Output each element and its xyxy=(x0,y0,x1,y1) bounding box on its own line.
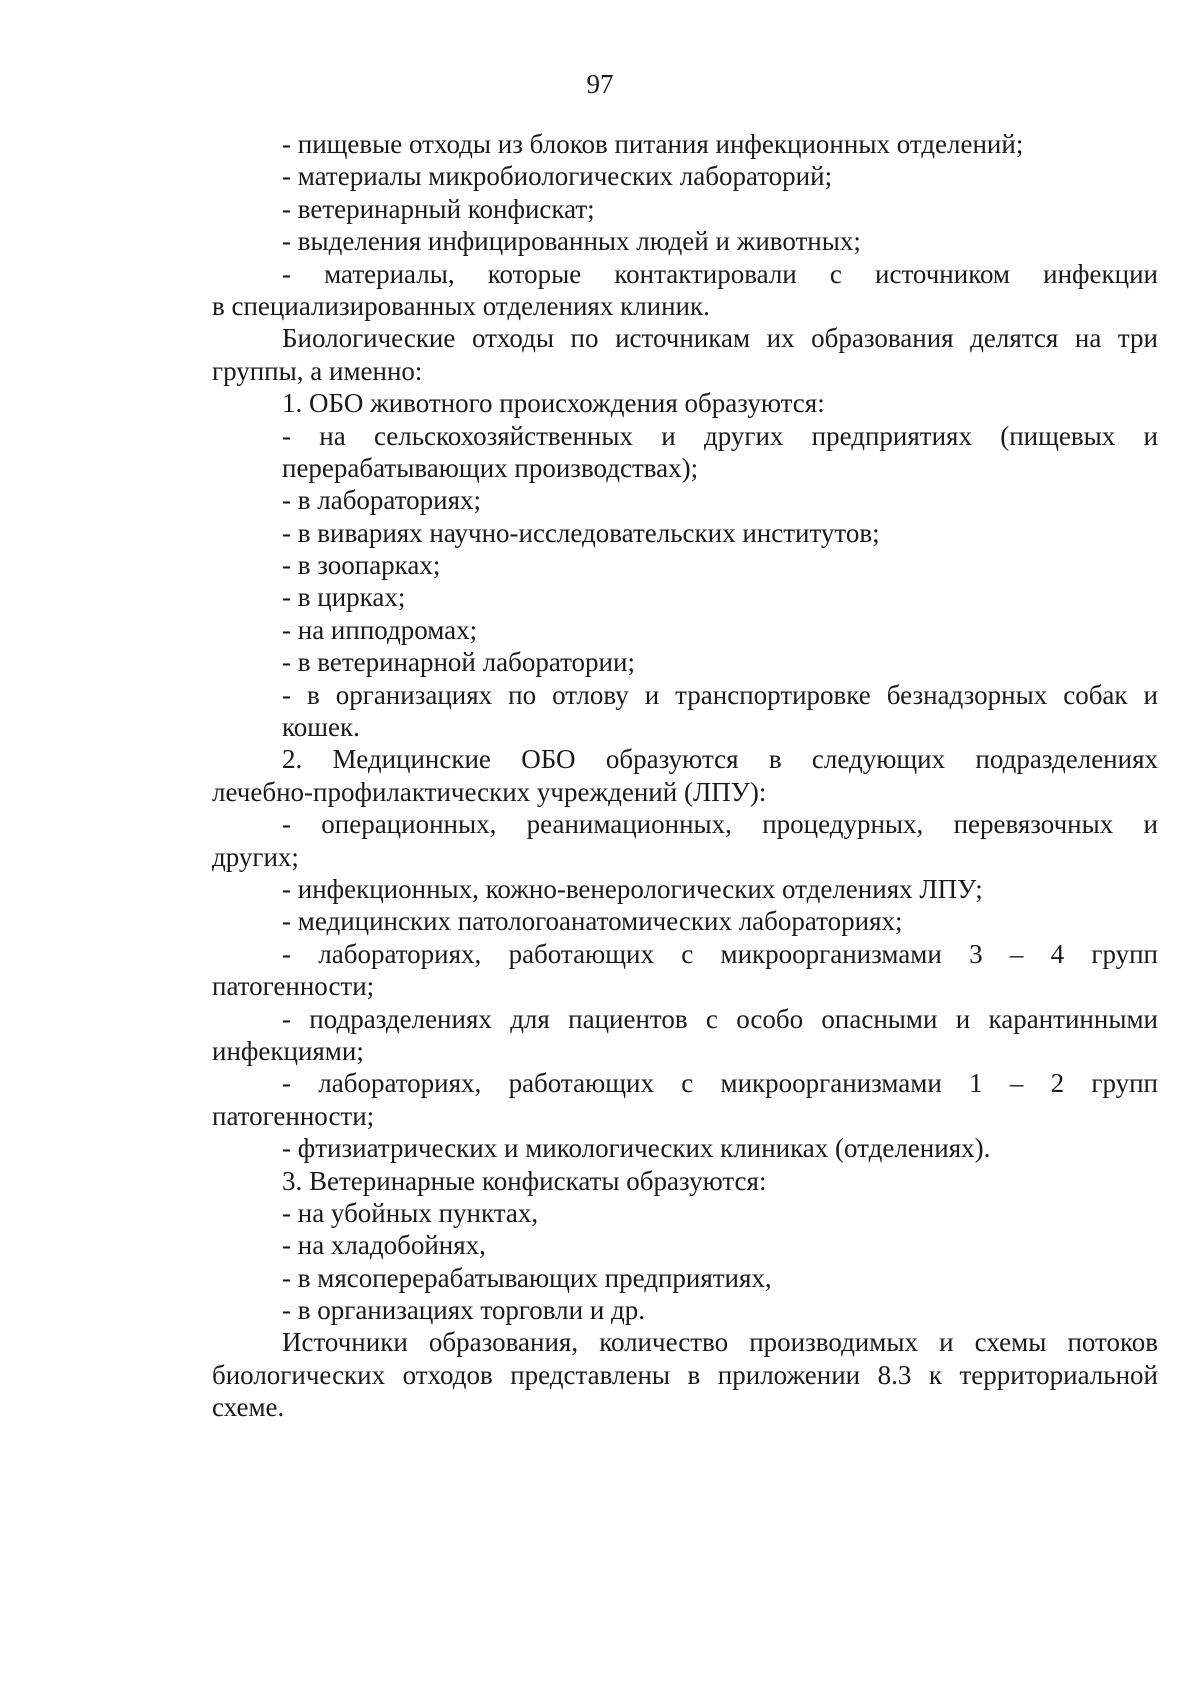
text-line: - в цирках; xyxy=(282,582,406,613)
text-line: - на убойных пунктах, xyxy=(282,1197,539,1228)
text-line: Биологические отходы по источникам их образования делятся на три xyxy=(282,323,1158,354)
text-line: - выделения инфицированных людей и животных; xyxy=(282,226,861,257)
text-line: - на сельскохозяйственных и других предприятиях (пищевых и xyxy=(282,420,1158,451)
text-line: перерабатывающих производствах); xyxy=(282,452,699,483)
text-line: биологических отходов представлены в приложении 8.3 к территориальной xyxy=(212,1359,1158,1390)
text-line: лечебно-профилактических учреждений (ЛПУ): xyxy=(212,776,767,807)
body-text xyxy=(212,128,1158,1424)
text-line: - в ветеринарной лаборатории; xyxy=(282,647,635,678)
text-line: группы, а именно: xyxy=(212,355,423,386)
text-line: - пищевые отходы из блоков питания инфекционных отделений; xyxy=(282,129,1024,159)
text-line: 3. Ветеринарные конфискаты образуются: xyxy=(282,1165,767,1196)
text-line: - в зоопарках; xyxy=(282,550,441,581)
text-line: - лабораториях, работающих с микроорганизмами 3 – 4 групп xyxy=(282,938,1158,969)
text-line: - фтизиатрических и микологических клиниках (отделениях). xyxy=(282,1133,991,1164)
text-line: - в мясоперерабатывающих предприятиях, xyxy=(282,1262,772,1293)
text-line: - в организациях торговли и др. xyxy=(282,1295,646,1326)
text-line: в специализированных отделениях клиник. xyxy=(212,290,710,321)
text-line: - подразделениях для пациентов с особо опасными и карантинными xyxy=(282,1003,1158,1034)
text-line: 2. Медицинские ОБО образуются в следующих подразделениях xyxy=(282,744,1158,775)
text-line: 1. ОБО животного происхождения образуются: xyxy=(282,388,825,419)
page-number: 97 xyxy=(586,69,614,99)
text-line: патогенности; xyxy=(212,971,375,1002)
text-line: инфекциями; xyxy=(212,1035,364,1066)
text-line: патогенности; xyxy=(212,1100,375,1131)
text-line: - медицинских патологоанатомических лабораториях; xyxy=(282,906,903,937)
text-line: - лабораториях, работающих с микроорганизмами 1 – 2 групп xyxy=(282,1068,1158,1099)
text-line: - на ипподромах; xyxy=(282,614,478,645)
text-line: - материалы микробиологических лабораторий; xyxy=(282,161,833,192)
text-line: других; xyxy=(212,841,299,872)
text-line: - материалы, которые контактировали с источником инфекции xyxy=(282,258,1158,289)
text-line: - в лабораториях; xyxy=(282,485,482,516)
text-line: - в организациях по отлову и транспортировке безнадзорных собак и xyxy=(282,679,1158,710)
text-line: - ветеринарный конфискат; xyxy=(282,193,595,224)
text-line: - операционных, реанимационных, процедурных, перевязочных и xyxy=(282,809,1158,840)
text-line: - в вивариях научно-исследовательских институтов; xyxy=(282,517,880,548)
text-line: кошек. xyxy=(282,712,360,743)
text-line: - инфекционных, кожно-венерологических отделениях ЛПУ; xyxy=(282,873,983,904)
text-line: Источники образования, количество производимых и схемы потоков xyxy=(282,1327,1158,1358)
text-line: схеме. xyxy=(212,1392,285,1423)
text-line: - на хладобойнях, xyxy=(282,1230,486,1261)
